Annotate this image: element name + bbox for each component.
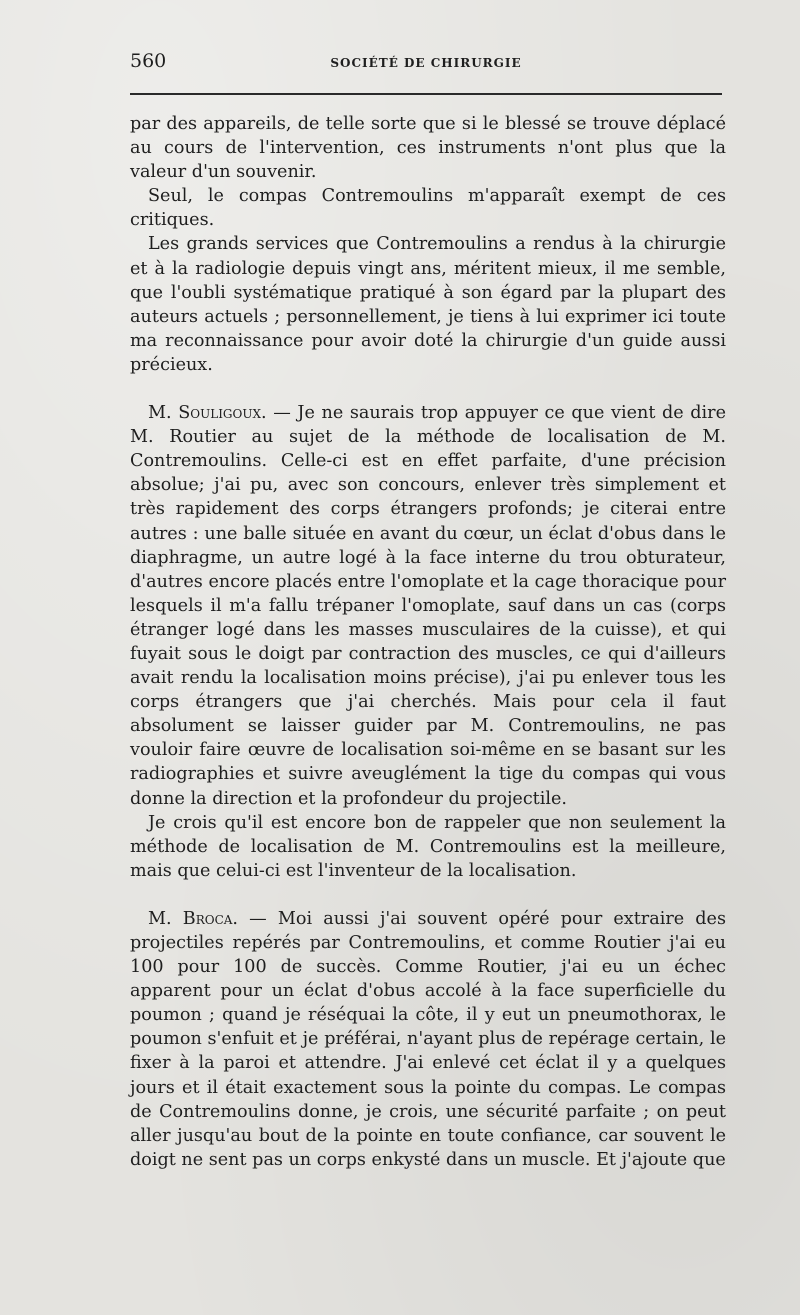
paragraph-text: Seul, le compas Contremoulins m'apparaît exempt de ces critiques. (130, 186, 726, 231)
speaker-name: M. Souligoux. (148, 403, 267, 424)
paragraph (130, 811, 726, 883)
paragraph (130, 112, 726, 184)
header-rule (130, 93, 722, 95)
paragraph (130, 184, 726, 232)
running-title: SOCIÉTÉ DE CHIRURGIE (330, 56, 522, 70)
paragraph-text: — Je ne saurais trop appuyer ce que vient de dire M. Routier au sujet de la méthode de localisation de M. Contremoulins. Celle-ci est en effet parfaite, d'une précision absolue; j'ai pu, avec son concours, enlever très simplement et très rapidement des corps étrangers profonds; je citerai entre autres : une balle située en avant du cœur, un éclat d'obus dans le diaphragme, un autre logé à la face interne du trou obturateur, d'autres encore placés entre l'omoplate et la cage thoracique pour lesquels il m'a fallu trépaner l'omoplate, sauf dans un cas (corps étranger logé dans les masses musculaires de la cuisse), et qui fuyait sous le doigt par contraction des muscles, ce qui d'ailleurs avait rendu la localisation moins précise), j'ai pu enlever tous les corps étrangers que j'ai cherchés. Mais pour cela il faut absolument se laisser guider par M. Contremoulins, ne pas vouloir faire œuvre de localisation soi-même en se basant sur les radiographies et suivre aveuglément la tige du compas qui vous donne la direction et la profondeur du projectile. (130, 403, 726, 809)
page-number: 560 (130, 50, 167, 72)
paragraph-text: — Moi aussi j'ai souvent opéré pour extraire des projectiles repérés par Contremoulins, et comme Routier j'ai eu 100 pour 100 de succès. Comme Routier, j'ai eu un échec apparent pour un éclat d'obus accolé à la face superficielle du poumon ; quand je réséquai la côte, il y eut un pneumothorax, le poumon s'enfuit et je préférai, n'ayant plus de repérage certain, le fixer à la paroi et attendre. J'ai enlevé cet éclat il y a quelques jours et il était exactement sous la pointe du compas. Le compas de Contremoulins donne, je crois, une sécurité parfaite ; on peut aller jusqu'au bout de la pointe en toute confiance, car souvent le doigt ne sent pas un corps enkysté dans un muscle. Et j'ajoute que (130, 908, 726, 1170)
body-text (130, 112, 726, 1172)
paragraph-souligoux (130, 401, 726, 811)
paragraph-text: Je crois qu'il est encore bon de rappeler que non seulement la méthode de localisation de M. Contremoulins est la meilleure, mais que celui-ci est l'inventeur de la localisation. (130, 812, 726, 881)
paragraph-text: par des appareils, de telle sorte que si le blessé se trouve déplacé au cours de l'intervention, ces instruments n'ont plus que la valeur d'un souvenir. (130, 114, 726, 183)
paragraph-broca (130, 907, 726, 1172)
speaker-name: M. Broca. (148, 908, 239, 929)
paragraph-text: Les grands services que Contremoulins a rendus à la chirurgie et à la radiologie depuis vingt ans, méritent mieux, il me semble, que l'oubli systématique pratiqué à son égard par la plupart des auteurs actuels ; personnellement, je tiens à lui exprimer ici toute ma reconnaissance pour avoir doté la chirurgie d'un guide aussi précieux. (130, 234, 726, 375)
paragraph (130, 232, 726, 377)
page-header (130, 46, 722, 78)
